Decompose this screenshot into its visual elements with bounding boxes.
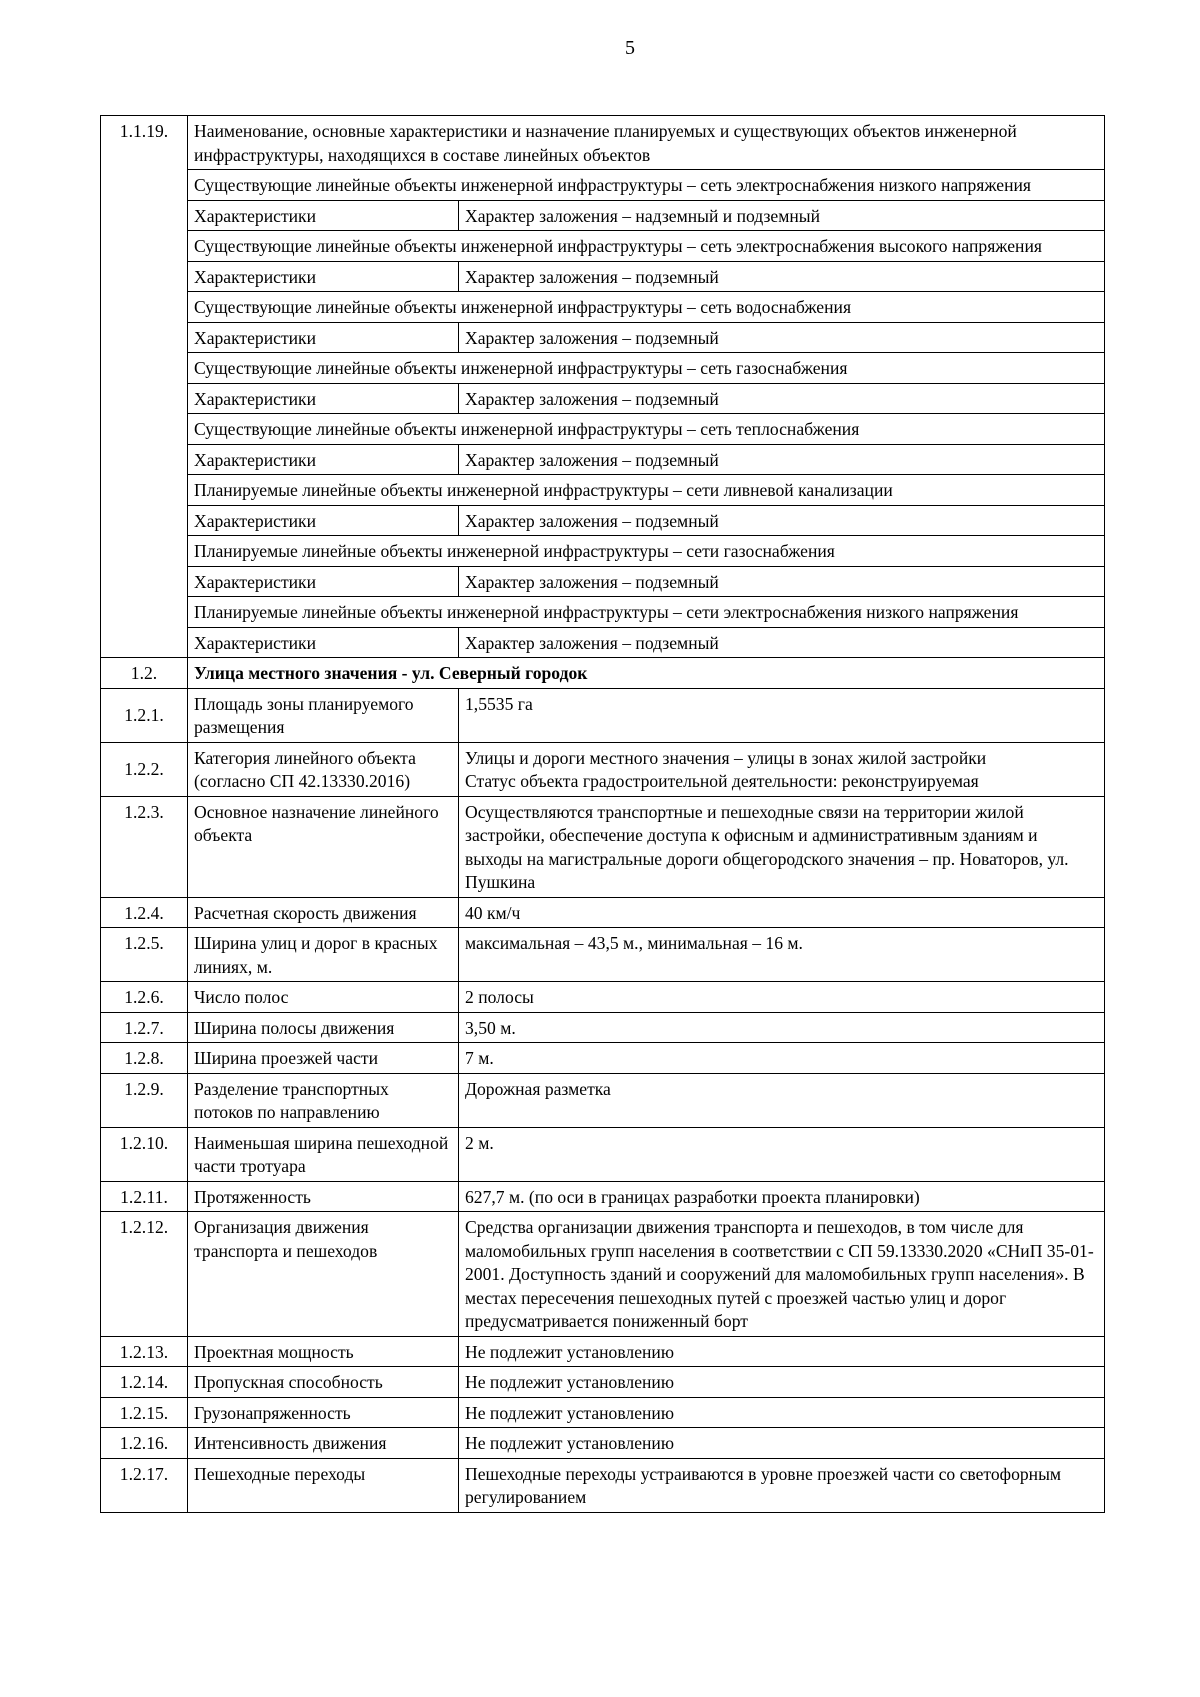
row-label: Категория линейного объекта (согласно СП 42.13330.2016) [188,742,459,796]
table-row [101,353,1105,384]
row-value: Не подлежит установлению [459,1397,1105,1428]
row-number: 1.2.5. [101,928,188,982]
row-value: Не подлежит установлению [459,1336,1105,1367]
table-row [101,1012,1105,1043]
char-label: Характеристики [188,383,459,414]
table-row [101,566,1105,597]
row-number: 1.2.16. [101,1428,188,1459]
table-row [101,688,1105,742]
table-row [101,170,1105,201]
row-value: Средства организации движения транспорта и пешеходов, в том числе для маломобильных групп населения в соответствии с СП 59.13330.2020 «СНиП 35-01-2001. Доступность зданий и сооружений для маломобильных групп населения». В местах пересечения пешеходных путей с проезжей частью улиц и дорог предусматривается пониженный борт [459,1212,1105,1337]
table-row [101,1043,1105,1074]
row-label: Интенсивность движения [188,1428,459,1459]
char-value: Характер заложения – подземный [459,261,1105,292]
char-label: Характеристики [188,322,459,353]
table-row [101,1397,1105,1428]
row-label: Ширина проезжей части [188,1043,459,1074]
row-label: Наименьшая ширина пешеходной части тротуара [188,1127,459,1181]
section-header-row [101,658,1105,689]
row-number: 1.2.15. [101,1397,188,1428]
row-number: 1.2.8. [101,1043,188,1074]
row-number: 1.1.19. [101,116,188,658]
table-row [101,1458,1105,1512]
row-number: 1.2.7. [101,1012,188,1043]
row-value: 40 км/ч [459,897,1105,928]
table-row [101,231,1105,262]
char-label: Характеристики [188,444,459,475]
object-name: Планируемые линейные объекты инженерной инфраструктуры – сети газоснабжения [188,536,1105,567]
row-number: 1.2. [101,658,188,689]
table-row [101,536,1105,567]
row-value [459,742,1105,796]
row-number: 1.2.12. [101,1212,188,1337]
table-row [101,475,1105,506]
char-label: Характеристики [188,566,459,597]
row-number: 1.2.11. [101,1181,188,1212]
row-value: Осуществляются транспортные и пешеходные связи на территории жилой застройки, обеспечение доступа к офисным и административным зданиям и выходы на магистральные дороги общегородского значения – пр. Новаторов, ул. Пушкина [459,796,1105,897]
table-row [101,1336,1105,1367]
table-row [101,1367,1105,1398]
char-value: Характер заложения – подземный [459,505,1105,536]
page-number: 5 [625,37,635,59]
row-number: 1.2.17. [101,1458,188,1512]
table-row [101,505,1105,536]
row-number: 1.2.10. [101,1127,188,1181]
row-value: 2 м. [459,1127,1105,1181]
row-number: 1.2.9. [101,1073,188,1127]
object-name: Существующие линейные объекты инженерной инфраструктуры – сеть электроснабжения высокого напряжения [188,231,1105,262]
row-label: Ширина полосы движения [188,1012,459,1043]
object-name: Существующие линейные объекты инженерной инфраструктуры – сеть электроснабжения низкого напряжения [188,170,1105,201]
row-number: 1.2.13. [101,1336,188,1367]
table-row [101,261,1105,292]
table-row [101,742,1105,796]
specs-table [100,115,1105,1513]
table-row [101,1073,1105,1127]
row-label: Число полос [188,982,459,1013]
table-row [101,1181,1105,1212]
char-label: Характеристики [188,200,459,231]
row-label: Проектная мощность [188,1336,459,1367]
row-label: Площадь зоны планируемого размещения [188,688,459,742]
row-value: максимальная – 43,5 м., минимальная – 16 м. [459,928,1105,982]
row-label: Основное назначение линейного объекта [188,796,459,897]
row-value: 627,7 м. (по оси в границах разработки проекта планировки) [459,1181,1105,1212]
char-value: Характер заложения – надземный и подземный [459,200,1105,231]
table-row [101,200,1105,231]
row-label: Организация движения транспорта и пешеходов [188,1212,459,1337]
table-row [101,1428,1105,1459]
row-value: Дорожная разметка [459,1073,1105,1127]
char-value: Характер заложения – подземный [459,566,1105,597]
object-name: Планируемые линейные объекты инженерной инфраструктуры – сети ливневой канализации [188,475,1105,506]
table-row [101,627,1105,658]
row-value: Не подлежит установлению [459,1367,1105,1398]
table-row [101,928,1105,982]
char-label: Характеристики [188,261,459,292]
table-row [101,116,1105,170]
char-value: Характер заложения – подземный [459,322,1105,353]
row-label: Пропускная способность [188,1367,459,1398]
row-value: 3,50 м. [459,1012,1105,1043]
char-value: Характер заложения – подземный [459,627,1105,658]
row-value: Не подлежит установлению [459,1428,1105,1459]
row-number: 1.2.2. [101,742,188,796]
char-value: Характер заложения – подземный [459,444,1105,475]
table-row [101,1212,1105,1337]
table-row [101,444,1105,475]
row-label: Расчетная скорость движения [188,897,459,928]
row-number: 1.2.6. [101,982,188,1013]
table-row [101,897,1105,928]
row-value-line: Статус объекта градостроительной деятельности: реконструируемая [465,771,979,791]
row-number: 1.2.4. [101,897,188,928]
table-row [101,982,1105,1013]
table-row [101,1127,1105,1181]
table-row [101,597,1105,628]
row-number: 1.2.14. [101,1367,188,1398]
char-value: Характер заложения – подземный [459,383,1105,414]
table-row [101,383,1105,414]
row-label: Разделение транспортных потоков по направлению [188,1073,459,1127]
row-value: 7 м. [459,1043,1105,1074]
char-label: Характеристики [188,627,459,658]
row-value: Пешеходные переходы устраиваются в уровне проезжей части со светофорным регулированием [459,1458,1105,1512]
table-row [101,322,1105,353]
row-number: 1.2.1. [101,688,188,742]
object-name: Существующие линейные объекты инженерной инфраструктуры – сеть теплоснабжения [188,414,1105,445]
row-number: 1.2.3. [101,796,188,897]
row-value: 2 полосы [459,982,1105,1013]
table-row [101,796,1105,897]
row-label: Ширина улиц и дорог в красных линиях, м. [188,928,459,982]
table-row [101,292,1105,323]
section-title: Наименование, основные характеристики и назначение планируемых и существующих объектов инженерной инфраструктуры, находящихся в составе линейных объектов [188,116,1105,170]
row-label: Протяженность [188,1181,459,1212]
object-name: Существующие линейные объекты инженерной инфраструктуры – сеть газоснабжения [188,353,1105,384]
table-row [101,414,1105,445]
row-value: 1,5535 га [459,688,1105,742]
object-name: Существующие линейные объекты инженерной инфраструктуры – сеть водоснабжения [188,292,1105,323]
row-value-line: Улицы и дороги местного значения – улицы в зонах жилой застройки [465,747,987,768]
section-title: Улица местного значения - ул. Северный городок [188,658,1105,689]
char-label: Характеристики [188,505,459,536]
object-name: Планируемые линейные объекты инженерной инфраструктуры – сети электроснабжения низкого напряжения [188,597,1105,628]
row-label: Грузонапряженность [188,1397,459,1428]
row-label: Пешеходные переходы [188,1458,459,1512]
